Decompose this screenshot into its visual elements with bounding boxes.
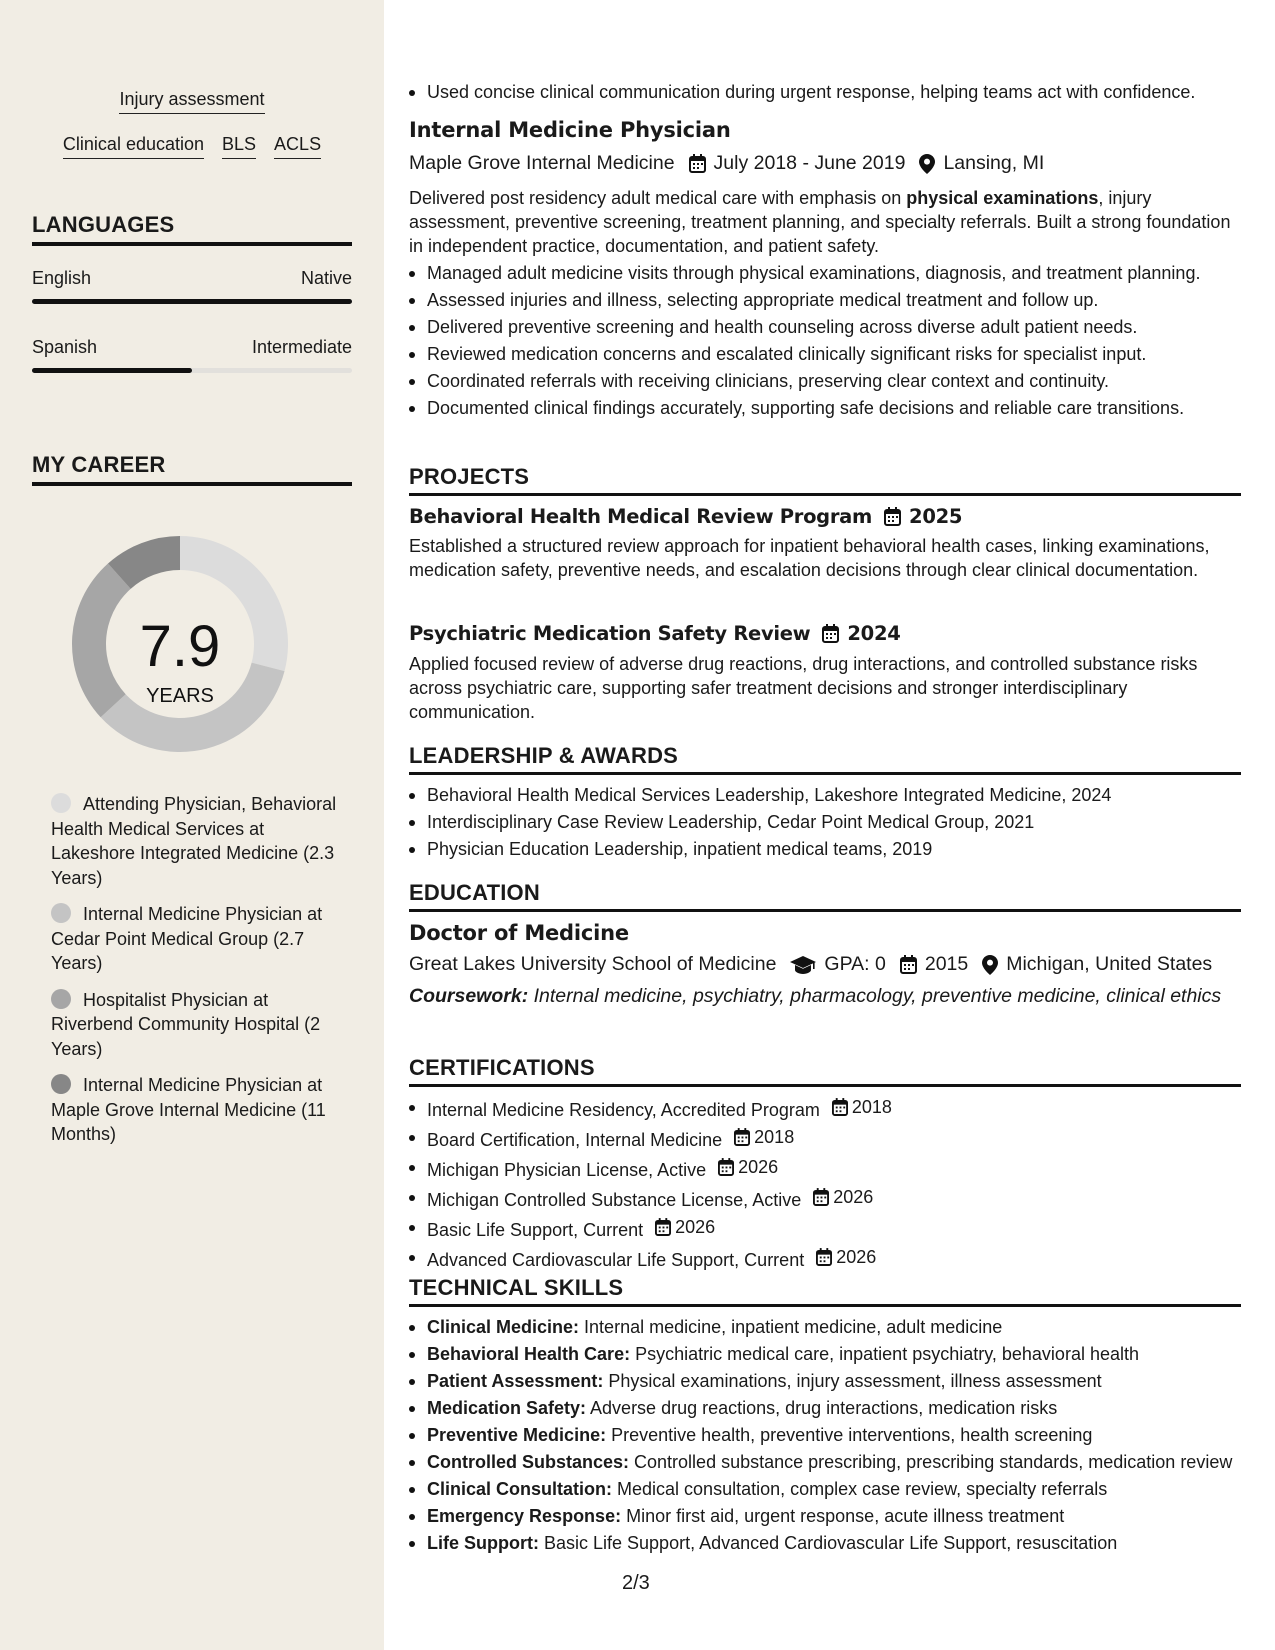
education-meta (409, 953, 1212, 976)
job-summary-text: , injury assessment, preventive screening, treatment planning, and specialty referrals. Built a strong foundation in independent practice, documentation, and patient safety. (409, 188, 1231, 256)
languages-heading: LANGUAGES (32, 212, 352, 246)
certification-item (409, 1245, 1241, 1272)
skill-item (409, 1369, 1241, 1393)
skill-tags-row-2 (32, 133, 352, 159)
experience-continued-bullets (409, 80, 1241, 107)
job-bullet: Reviewed medication concerns and escalated clinically significant risks for specialist input. (409, 342, 1241, 366)
career-dot (51, 793, 71, 813)
skill-label: Preventive Medicine: (427, 1425, 607, 1445)
certifications-heading: CERTIFICATIONS (409, 1055, 1241, 1087)
graduation-cap-icon (790, 956, 816, 974)
language-row (32, 268, 352, 289)
certification-name: Michigan Controlled Substance License, Active (427, 1190, 802, 1210)
career-item (51, 1073, 341, 1147)
certification-name: Advanced Cardiovascular Life Support, Current (427, 1250, 805, 1270)
career-donut-segment (72, 564, 131, 718)
certification-year: 2026 (738, 1157, 779, 1177)
skills-heading: TECHNICAL SKILLS (409, 1275, 1241, 1307)
project-description: Applied focused review of adverse drug reactions, drug interactions, and controlled substance risks across psychiatric care, supporting safer treatment decisions and stronger interdisciplinary communication. (409, 654, 1198, 722)
skill-value: Preventive health, preventive interventions, health screening (606, 1425, 1093, 1445)
career-dot (51, 903, 71, 923)
coursework-text: Internal medicine, psychiatry, pharmacology, preventive medicine, clinical ethics (528, 985, 1222, 1007)
job-meta (409, 152, 1044, 175)
career-item-label: Internal Medicine Physician at Cedar Point Medical Group (2.7 Years) (51, 904, 323, 973)
leadership-heading: LEADERSHIP & AWARDS (409, 743, 1241, 775)
career-total-value: 7.9 (139, 614, 221, 679)
certification-name: Board Certification, Internal Medicine (427, 1130, 723, 1150)
skill-label: Clinical Medicine: (427, 1317, 580, 1337)
certification-item (409, 1095, 1241, 1122)
skill-tags-row-1 (32, 88, 352, 114)
calendar-icon (655, 1218, 671, 1236)
job-title: Internal Medicine Physician (409, 118, 731, 142)
skill-value: Medical consultation, complex case review, specialty referrals (612, 1479, 1108, 1499)
skill-label: Patient Assessment: (427, 1371, 604, 1391)
skill-value: Psychiatric medical care, inpatient psychiatry, behavioral health (630, 1344, 1139, 1364)
experience-bullet: Used concise clinical communication during urgent response, helping teams act with confidence. (409, 80, 1241, 104)
career-total-unit: YEARS (146, 685, 214, 707)
skill-value: Minor first aid, urgent response, acute illness treatment (621, 1506, 1065, 1526)
leadership-list (409, 783, 1241, 864)
job-bullets (409, 261, 1241, 423)
skill-label: Controlled Substances: (427, 1452, 630, 1472)
location-pin-icon (982, 955, 998, 975)
coursework-label: Coursework: (409, 985, 529, 1007)
page-number: 2/3 (622, 1572, 650, 1594)
calendar-icon (689, 154, 706, 173)
education-heading: EDUCATION (409, 880, 1241, 912)
skill-value: Controlled substance prescribing, prescribing standards, medication review (629, 1452, 1233, 1472)
calendar-icon (884, 507, 901, 526)
job-bullet: Assessed injuries and illness, selecting appropriate medical treatment and follow up. (409, 288, 1241, 312)
job-bullet: Documented clinical findings accurately, supporting safe decisions and reliable care transitions. (409, 396, 1241, 420)
sidebar (0, 0, 384, 1650)
skill-item (409, 1423, 1241, 1447)
career-item (51, 988, 341, 1062)
degree-title: Doctor of Medicine (409, 921, 629, 945)
language-row (32, 337, 352, 358)
career-dot (51, 1074, 71, 1094)
calendar-icon (734, 1128, 750, 1146)
language-name: Spanish (32, 337, 98, 357)
certification-item (409, 1185, 1241, 1212)
leadership-item: Physician Education Leadership, inpatient medical teams, 2019 (409, 837, 1241, 861)
main-content (409, 0, 1241, 1650)
career-item-label: Internal Medicine Physician at Maple Grove Internal Medicine (11 Months) (51, 1075, 326, 1144)
certification-date (655, 1215, 715, 1239)
language-bar (32, 368, 352, 373)
language-name: English (32, 268, 92, 288)
certification-year: 2026 (836, 1247, 877, 1267)
leadership-item: Interdisciplinary Case Review Leadership, Cedar Point Medical Group, 2021 (409, 810, 1241, 834)
project-title: Psychiatric Medication Safety Review (409, 622, 811, 645)
project-title-row (409, 622, 900, 645)
skills-list (409, 1315, 1241, 1558)
skill-value: Internal medicine, inpatient medicine, adult medicine (579, 1317, 1003, 1337)
certification-date (832, 1095, 892, 1119)
certification-year: 2026 (833, 1187, 874, 1207)
skill-tag: BLS (222, 133, 256, 159)
skill-item (409, 1450, 1241, 1474)
career-donut-chart (66, 530, 294, 758)
skill-tag: Clinical education (63, 133, 204, 159)
skill-item (409, 1477, 1241, 1501)
job-bullet: Delivered preventive screening and health counseling across diverse adult patient needs. (409, 315, 1241, 339)
job-summary-text: Delivered post residency adult medical care with emphasis on (409, 188, 907, 208)
skill-label: Emergency Response: (427, 1506, 622, 1526)
project-description: Established a structured review approach for inpatient behavioral health cases, linking examinations, medication safety, preventive needs, and escalation decisions through clear clinical documentation. (409, 536, 1210, 580)
certification-item (409, 1125, 1241, 1152)
calendar-icon (822, 624, 839, 643)
leadership-item: Behavioral Health Medical Services Leadership, Lakeshore Integrated Medicine, 2024 (409, 783, 1241, 807)
skill-label: Behavioral Health Care: (427, 1344, 631, 1364)
certification-date (813, 1185, 873, 1209)
calendar-icon (718, 1158, 734, 1176)
career-item (51, 792, 341, 890)
project-year: 2025 (909, 505, 963, 528)
certification-date (734, 1125, 794, 1149)
skill-value: Basic Life Support, Advanced Cardiovascular Life Support, resuscitation (538, 1533, 1118, 1553)
career-heading: MY CAREER (32, 452, 352, 486)
certification-year: 2018 (754, 1127, 795, 1147)
job-dates: July 2018 - June 2019 (713, 152, 906, 174)
career-item (51, 902, 341, 976)
skill-item (409, 1342, 1241, 1366)
certification-date (816, 1245, 876, 1269)
project-year: 2024 (847, 622, 901, 645)
gpa: GPA: 0 (824, 953, 886, 975)
job-bullet: Managed adult medicine visits through physical examinations, diagnosis, and treatment planning. (409, 261, 1241, 285)
calendar-icon (813, 1188, 829, 1206)
language-bar (32, 299, 352, 304)
job-location: Lansing, MI (943, 152, 1045, 174)
projects-heading: PROJECTS (409, 464, 1241, 496)
certification-date (718, 1155, 778, 1179)
skill-item (409, 1396, 1241, 1420)
job-summary (409, 186, 1241, 258)
skill-tag: ACLS (274, 133, 321, 159)
language-bar-fill (32, 299, 352, 304)
calendar-icon (900, 955, 917, 974)
skill-tag: Injury assessment (119, 88, 264, 114)
certification-year: 2018 (851, 1097, 892, 1117)
certification-year: 2026 (675, 1217, 716, 1237)
certification-name: Michigan Physician License, Active (427, 1160, 707, 1180)
location-pin-icon (919, 154, 935, 174)
career-list (51, 792, 341, 1159)
project-title: Behavioral Health Medical Review Program (409, 505, 873, 528)
graduation-year: 2015 (924, 953, 969, 975)
language-level: Intermediate (251, 337, 352, 357)
school-name: Great Lakes University School of Medicine (409, 953, 777, 975)
language-bar-fill (32, 368, 192, 373)
certification-name: Internal Medicine Residency, Accredited Program (427, 1100, 820, 1120)
skill-label: Medication Safety: (427, 1398, 587, 1418)
job-bullet: Coordinated referrals with receiving clinicians, preserving clear context and continuity. (409, 369, 1241, 393)
skill-label: Life Support: (427, 1533, 539, 1553)
career-item-label: Attending Physician, Behavioral Health Medical Services at Lakeshore Integrated Medicine (2.3 Years) (51, 794, 337, 888)
coursework (409, 984, 1241, 1008)
company-name: Maple Grove Internal Medicine (409, 152, 675, 174)
job-summary-bold: physical examinations (906, 188, 1099, 208)
certifications-list (409, 1095, 1241, 1275)
language-level: Native (300, 268, 352, 288)
career-item-label: Hospitalist Physician at Riverbend Community Hospital (2 Years) (51, 989, 321, 1059)
certification-name: Basic Life Support, Current (427, 1220, 644, 1240)
skill-label: Clinical Consultation: (427, 1479, 613, 1499)
calendar-icon (832, 1098, 848, 1116)
certification-item (409, 1155, 1241, 1182)
skill-value: Adverse drug reactions, drug interactions, medication risks (586, 1398, 1058, 1418)
skill-item (409, 1504, 1241, 1528)
school-location: Michigan, United States (1006, 953, 1213, 975)
career-dot (51, 989, 71, 1009)
project-title-row (409, 505, 962, 528)
skill-item (409, 1531, 1241, 1555)
skill-value: Physical examinations, injury assessment, illness assessment (603, 1371, 1102, 1391)
skill-item (409, 1315, 1241, 1339)
calendar-icon (816, 1248, 832, 1266)
certification-item (409, 1215, 1241, 1242)
